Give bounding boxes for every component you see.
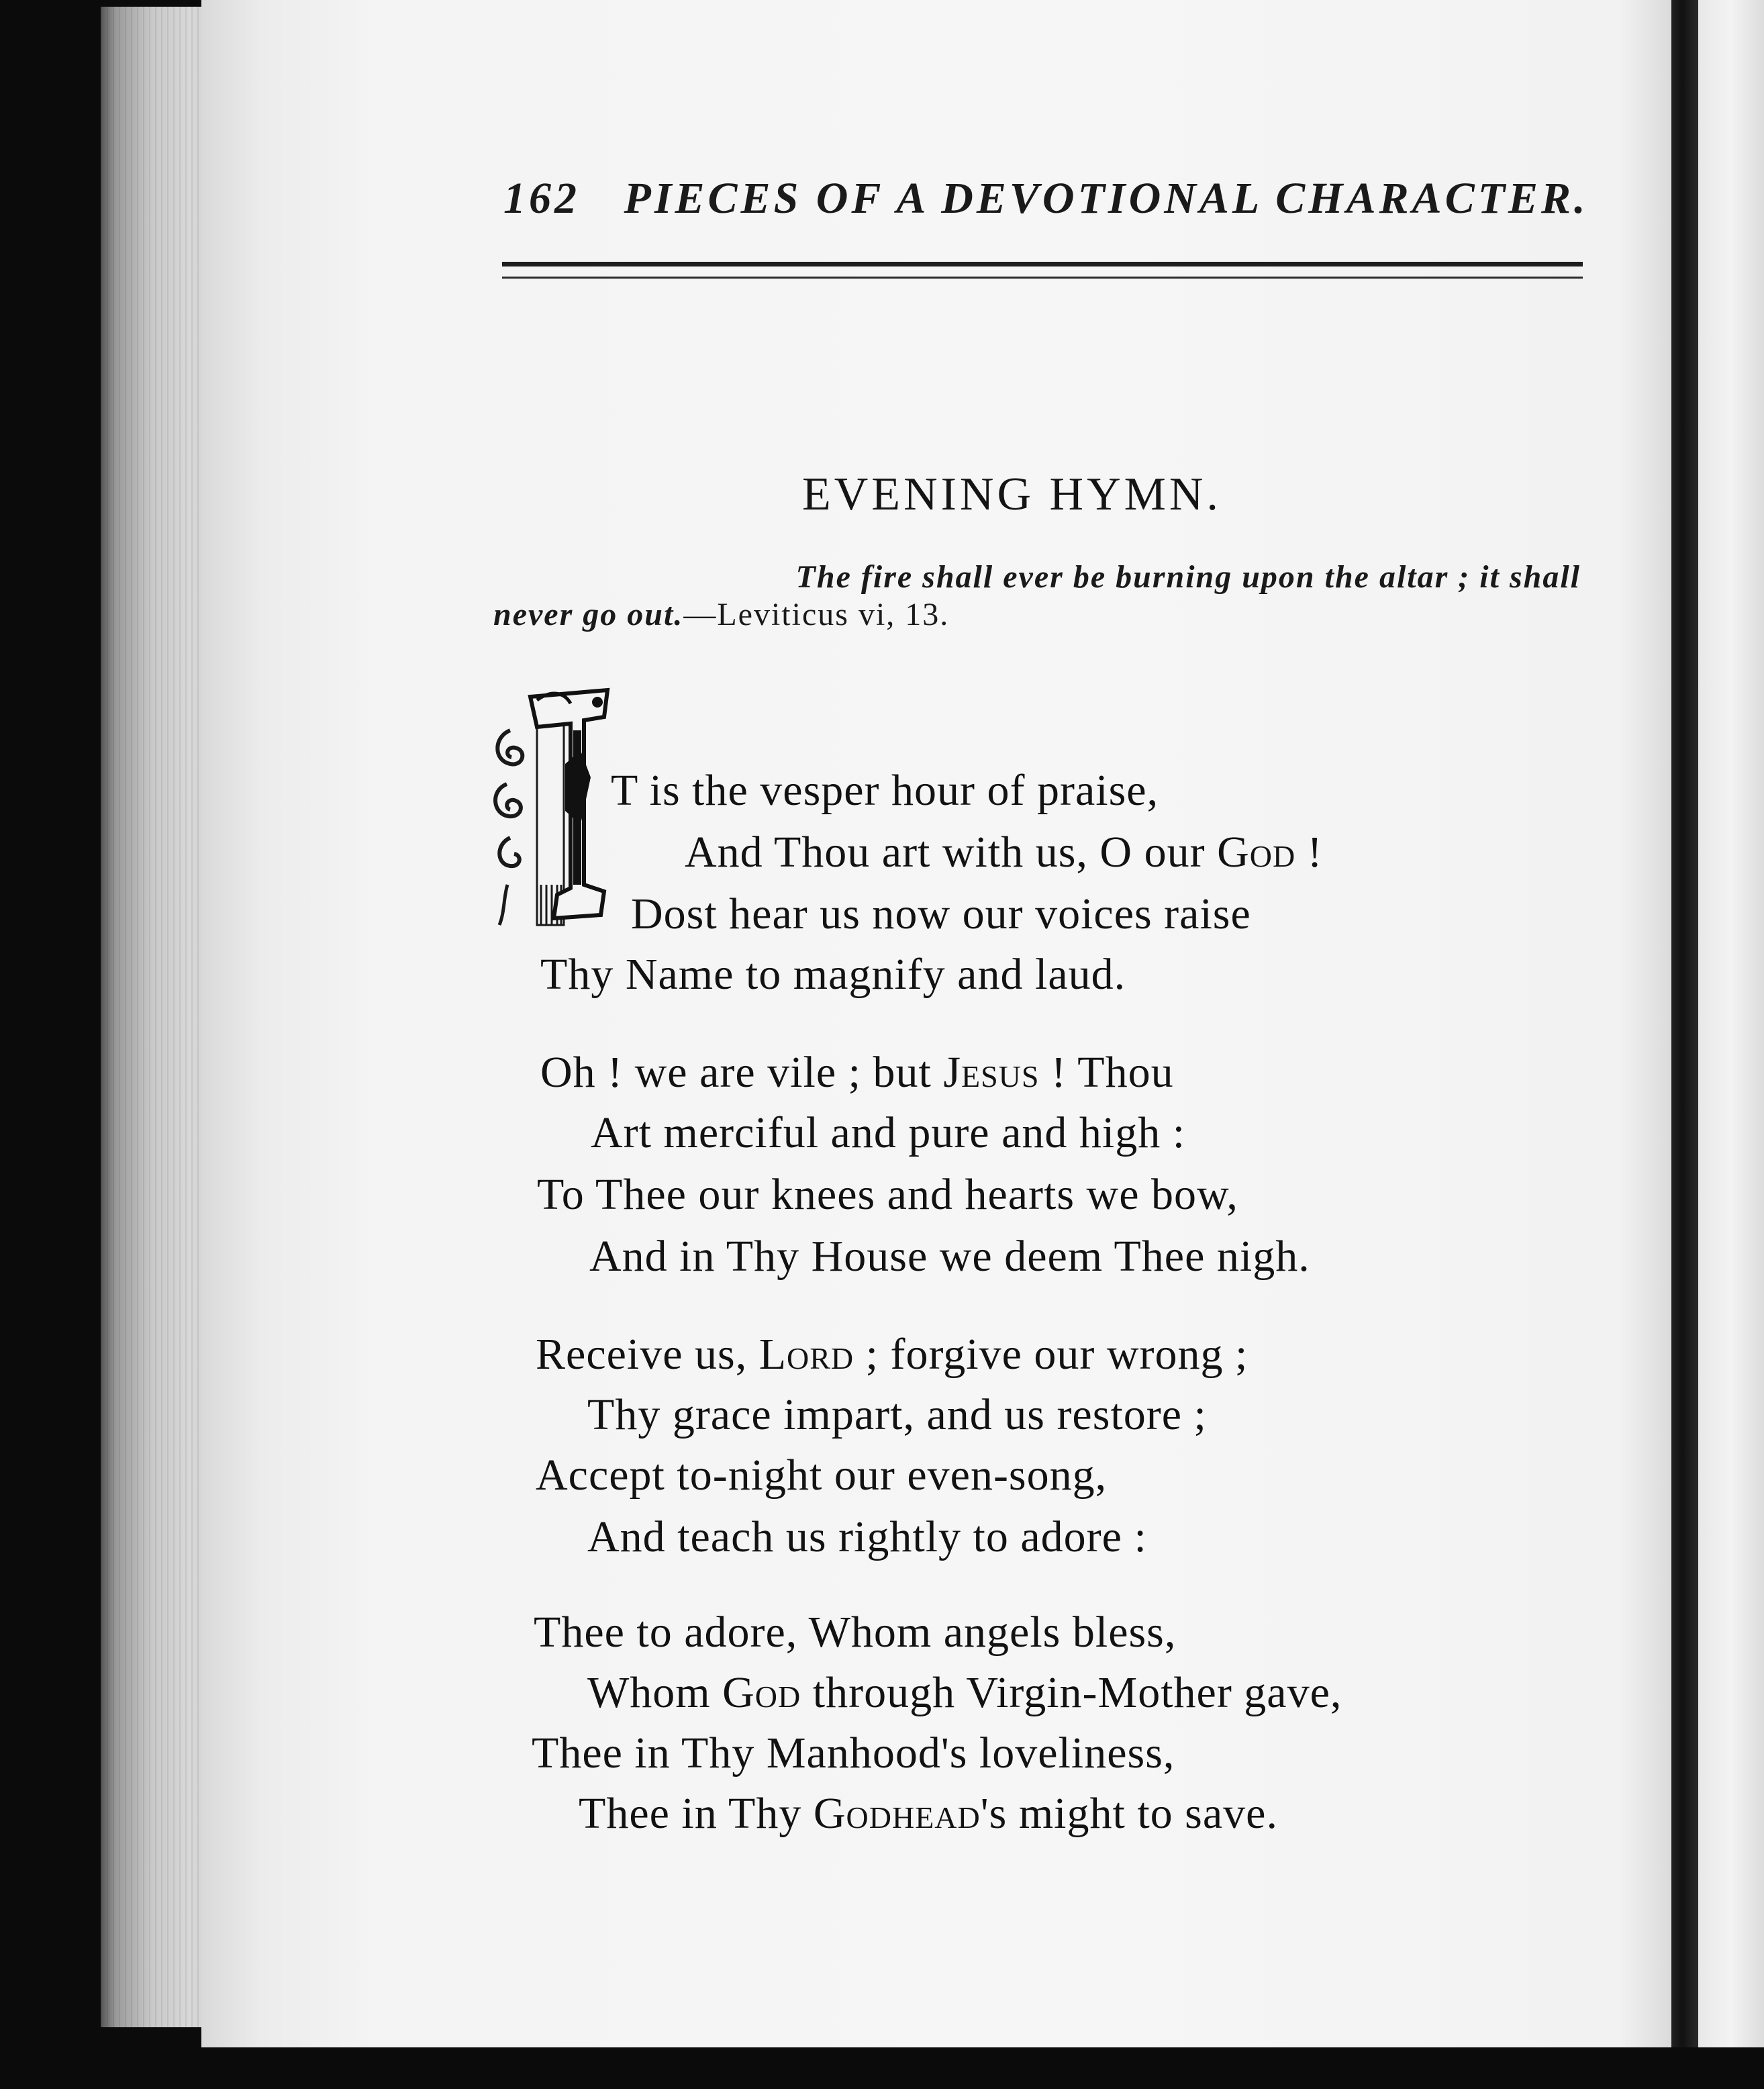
epigraph-line-1: The fire shall ever be burning upon the altar ; it shall — [795, 559, 1581, 595]
epigraph-line-2: never go out.—Leviticus vi, 13. — [493, 597, 950, 632]
stanza-1-line-4: Thy Name to magnify and laud. — [540, 950, 1126, 999]
stanza-4-line-1: Thee to adore, Whom angels bless, — [534, 1608, 1177, 1657]
stanza-1-line-2: And Thou art with us, O our God ! — [685, 828, 1323, 877]
stanza-2-line-1: Oh ! we are vile ; but Jesus ! Thou — [540, 1048, 1174, 1097]
stanza-3-line-4: And teach us rightly to adore : — [587, 1512, 1147, 1561]
header-rule-thin — [502, 277, 1583, 279]
stanza-2-line-3: To Thee our knees and hearts we bow, — [537, 1170, 1238, 1219]
stanza-1-line-3: Dost hear us now our voices raise — [631, 889, 1251, 938]
stanza-2-line-2: Art merciful and pure and high : — [591, 1108, 1186, 1157]
facing-page-edge — [1698, 0, 1764, 2047]
stanza-3-line-2: Thy grace impart, and us restore ; — [587, 1390, 1207, 1439]
running-head-title: PIECES OF A DEVOTIONAL CHARACTER. — [624, 174, 1589, 223]
page-number: 162 — [503, 174, 580, 223]
header-rule — [502, 262, 1583, 266]
stanza-4-line-4: Thee in Thy Godhead's might to save. — [579, 1789, 1278, 1838]
drop-cap-ornament-icon — [490, 683, 618, 932]
stanza-2-line-4: And in Thy House we deem Thee nigh. — [589, 1232, 1310, 1281]
running-head — [503, 173, 1589, 224]
hymn-title: EVENING HYMN. — [802, 469, 1222, 520]
epigraph — [493, 558, 1581, 634]
stanza-3-line-1: Receive us, Lord ; forgive our wrong ; — [536, 1330, 1248, 1379]
ornamental-drop-cap — [490, 683, 618, 932]
stanza-1-line-1: T is the vesper hour of praise, — [611, 766, 1159, 815]
stanza-3-line-3: Accept to-night our even-song, — [536, 1451, 1108, 1500]
stanza-4-line-3: Thee in Thy Manhood's loveliness, — [532, 1729, 1175, 1778]
book-gutter — [1671, 0, 1698, 2047]
stanza-4-line-2: Whom God through Virgin-Mother gave, — [587, 1668, 1342, 1717]
